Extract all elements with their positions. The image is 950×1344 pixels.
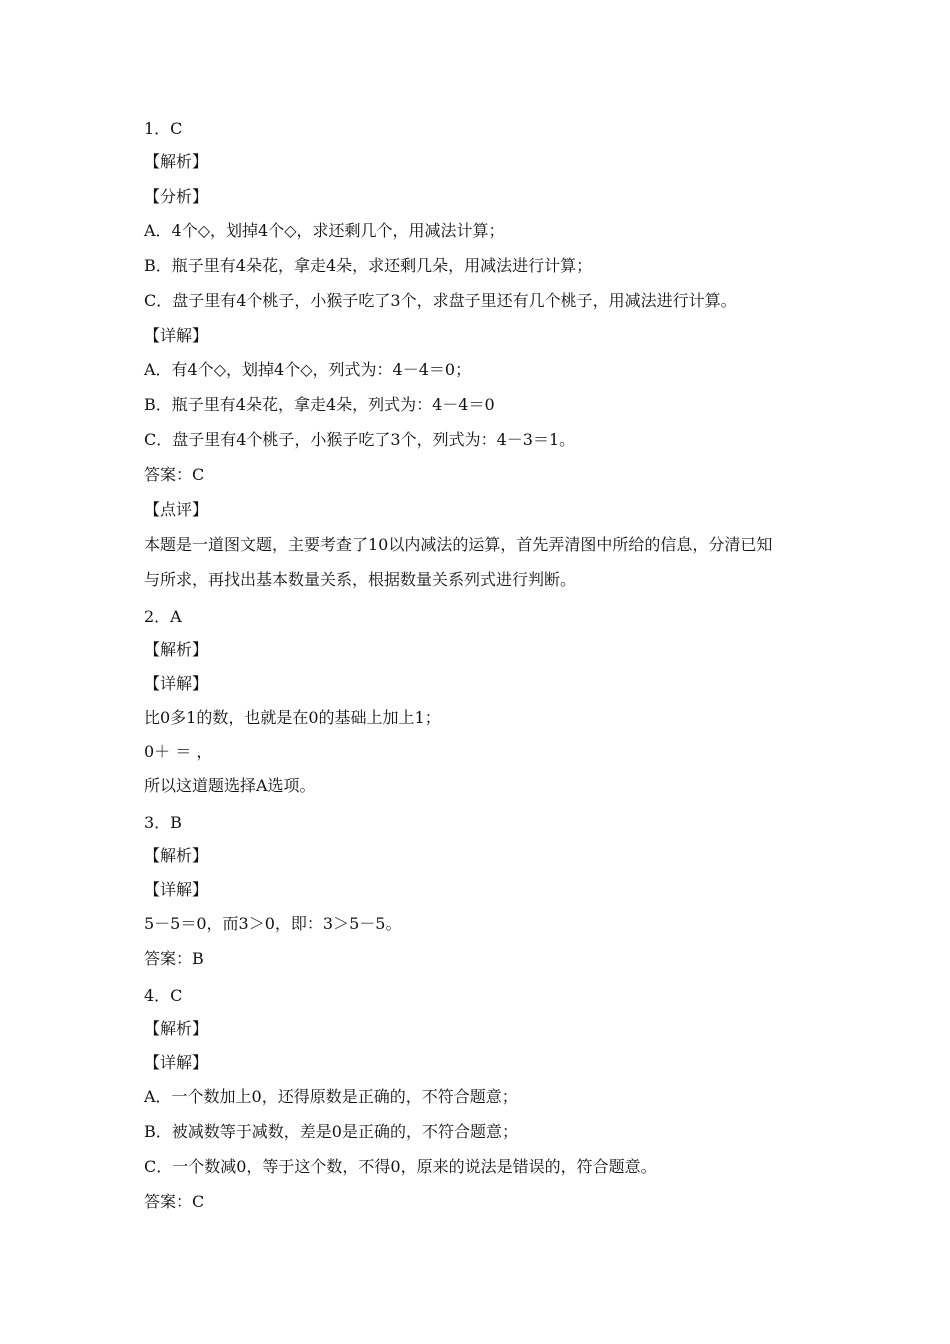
section-heading: 【解析】 — [144, 640, 209, 659]
text-line: A．有4个◇，划掉4个◇，列式为：4－4＝0； — [144, 360, 472, 379]
section-heading: 【详解】 — [144, 674, 209, 693]
equation-line: 0＋ ＝ ， — [144, 742, 213, 761]
answer-line: 答案：B — [144, 949, 204, 968]
section-heading: 【详解】 — [144, 1053, 209, 1072]
text-line: C．盘子里有4个桃子，小猴子吃了3个，列式为：4－3＝1。 — [144, 430, 576, 449]
section-heading: 【解析】 — [144, 846, 209, 865]
text-line: 所以这道题选择A选项。 — [144, 776, 316, 795]
text-line: 5－5＝0，而3＞0，即：3＞5－5。 — [144, 914, 402, 933]
text-line: C．盘子里有4个桃子，小猴子吃了3个，求盘子里还有几个桃子，用减法进行计算。 — [144, 291, 737, 310]
answer-line: 答案：C — [144, 465, 205, 484]
section-heading: 【点评】 — [144, 500, 209, 519]
section-heading: 【详解】 — [144, 880, 209, 899]
section-heading: 【分析】 — [144, 187, 209, 206]
answer-line: 答案：C — [144, 1192, 205, 1211]
text-line: B．被减数等于减数，差是0是正确的，不符合题意； — [144, 1122, 518, 1141]
text-line: B．瓶子里有4朵花，拿走4朵，求还剩几朵，用减法进行计算； — [144, 256, 593, 275]
text-line: 比0多1的数，也就是在0的基础上加上1； — [144, 708, 441, 727]
section-heading: 【解析】 — [144, 1019, 209, 1038]
text-line: 与所求，再找出基本数量关系，根据数量关系列式进行判断。 — [144, 570, 577, 589]
text-line: 本题是一道图文题，主要考查了10以内减法的运算，首先弄清图中所给的信息，分清已知 — [144, 535, 773, 554]
text-line: B．瓶子里有4朵花，拿走4朵，列式为：4－4＝0 — [144, 395, 495, 414]
section-heading: 【解析】 — [144, 152, 209, 171]
text-line: C．一个数减0，等于这个数，不得0，原来的说法是错误的，符合题意。 — [144, 1157, 657, 1176]
text-line: A．4个◇，划掉4个◇，求还剩几个，用减法计算； — [144, 221, 505, 240]
question-number: 1．C — [144, 119, 183, 138]
question-number: 3．B — [144, 813, 182, 832]
question-number: 4．C — [144, 986, 183, 1005]
question-number: 2．A — [144, 607, 182, 626]
text-line: A．一个数加上0，还得原数是正确的，不符合题意； — [144, 1087, 518, 1106]
section-heading: 【详解】 — [144, 326, 209, 345]
